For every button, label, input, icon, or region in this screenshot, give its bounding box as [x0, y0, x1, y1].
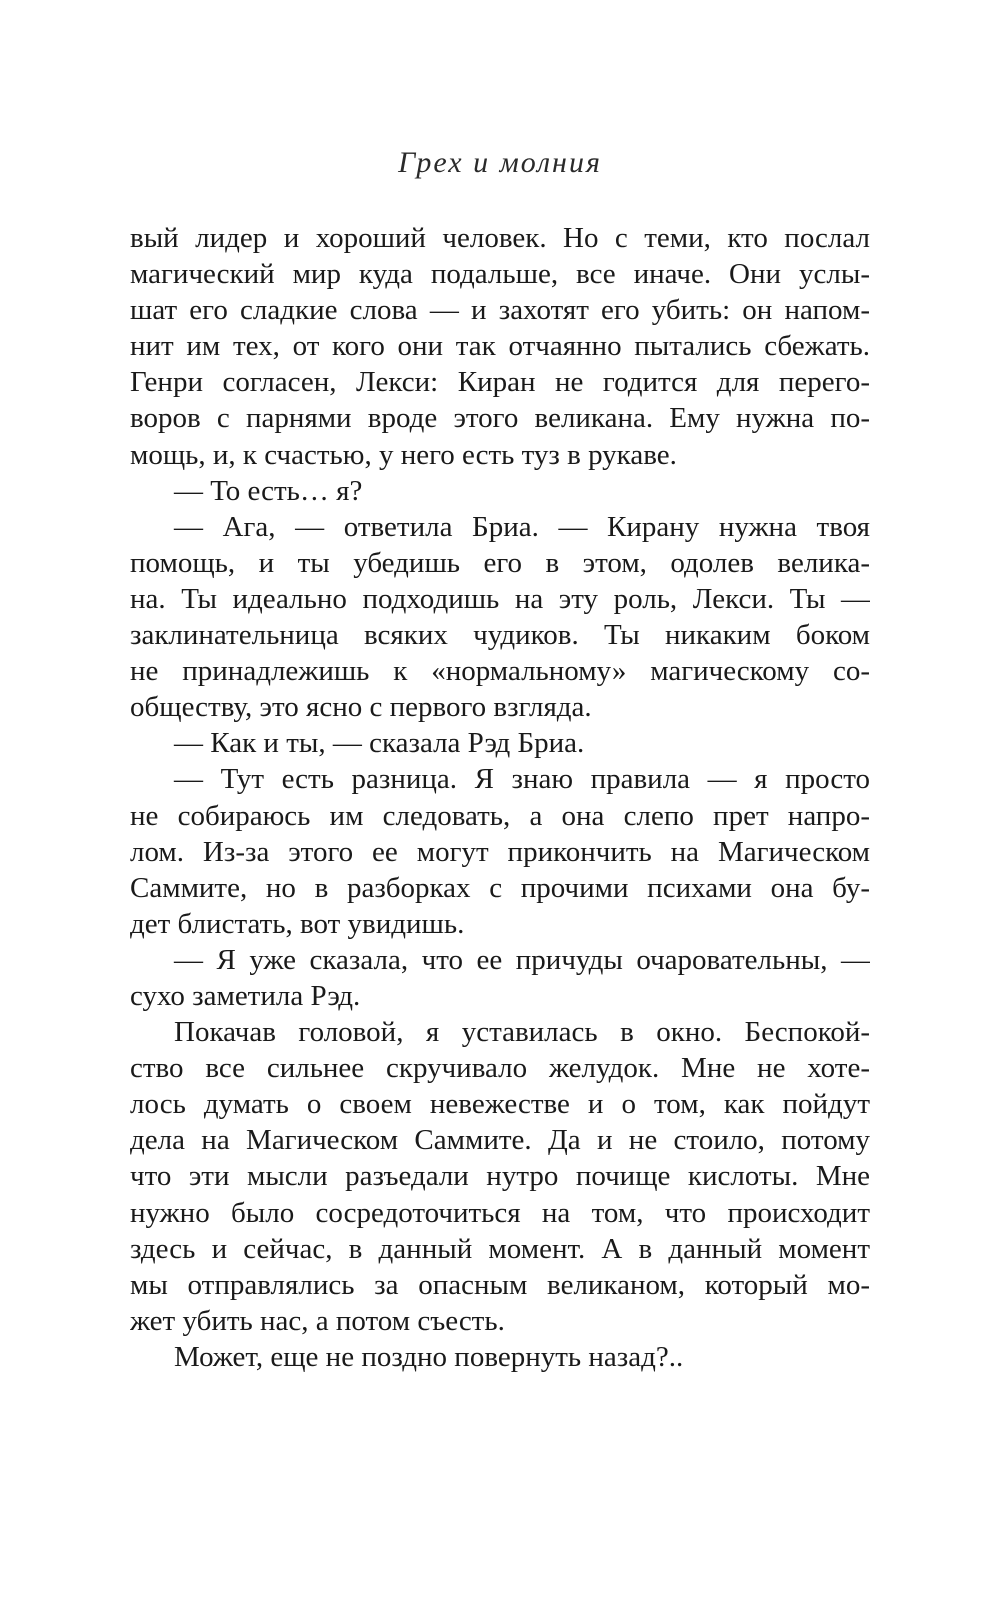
text-line: обществу, это ясно с первого взгляда. — [130, 691, 592, 724]
text-line: лось думать о своем невежестве и о том, как пойдут — [130, 1088, 870, 1121]
text-line: Покачав головой, я уставилась в окно. Беспокой- — [174, 1016, 870, 1049]
text-line: мы отправлялись за опасным великаном, который мо- — [130, 1268, 870, 1301]
text-line: дела на Магическом Саммите. Да и не стоило, потому — [130, 1124, 870, 1157]
running-header-title: Грех и молния — [398, 146, 602, 179]
text-line: шат его сладкие слова — и захотят его убить: он напом- — [130, 294, 870, 327]
text-line: ство все сильнее скручивало желудок. Мне не хоте- — [130, 1052, 870, 1085]
text-line: — Тут есть разница. Я знаю правила — я просто — [174, 763, 870, 796]
text-line: жет убить нас, а потом съесть. — [130, 1304, 505, 1337]
text-line: нужно было сосредоточиться на том, что происходит — [130, 1196, 870, 1229]
text-line: на. Ты идеально подходишь на эту роль, Лекси. Ты — — [130, 582, 870, 615]
text-line: лом. Из-за этого ее могут прикончить на Магическом — [130, 835, 870, 868]
text-line: воров с парнями вроде этого великана. Ему нужна по- — [130, 402, 870, 435]
text-line: — Как и ты, — сказала Рэд Бриа. — [174, 727, 585, 760]
text-line: нит им тех, от кого они так отчаянно пытались сбежать. — [130, 330, 870, 363]
text-line: — Я уже сказала, что ее причуды очаровательны, — — [174, 943, 870, 976]
text-line: — Ага, — ответила Бриа. — Кирану нужна твоя — [174, 510, 870, 543]
text-line: магический мир куда подальше, все иначе. Они услы- — [130, 258, 870, 291]
text-line: не собираюсь им следовать, а она слепо прет напро- — [130, 799, 870, 832]
text-line: вый лидер и хороший человек. Но с теми, кто послал — [130, 222, 870, 254]
text-line: — То есть… я? — [174, 474, 363, 507]
text-line: Может, еще не поздно повернуть назад?.. — [174, 1340, 684, 1373]
text-line: сухо заметила Рэд. — [130, 979, 361, 1012]
text-line: дет блистать, вот увидишь. — [130, 907, 465, 940]
text-line: Саммите, но в разборках с прочими психами она бу- — [130, 871, 870, 904]
body-text — [130, 220, 870, 1375]
text-line: мощь, и, к счастью, у него есть туз в рукаве. — [130, 438, 677, 471]
text-line: здесь и сейчас, в данный момент. А в данный момент — [130, 1232, 870, 1265]
text-line: помощь, и ты убедишь его в этом, одолев велика- — [130, 546, 870, 579]
text-line: не принадлежишь к «нормальному» магическому со- — [130, 655, 870, 688]
text-line: что эти мысли разъедали нутро почище кислоты. Мне — [130, 1160, 870, 1193]
text-line: Генри согласен, Лекси: Киран не годится для перего- — [130, 366, 870, 399]
text-line: заклинательница всяких чудиков. Ты никаким боком — [130, 619, 870, 652]
